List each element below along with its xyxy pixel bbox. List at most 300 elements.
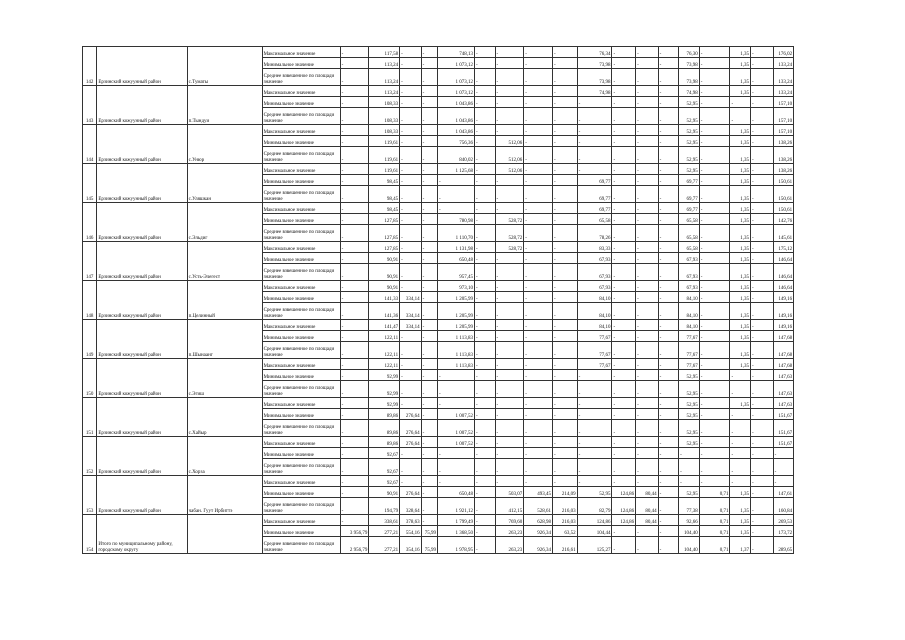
value-cell: 512,06 — [495, 136, 524, 147]
value-cell: - — [612, 448, 636, 459]
value-cell: - — [612, 214, 636, 225]
value-cell: - — [495, 359, 524, 370]
value-cell: 151,67 — [773, 409, 794, 420]
value-cell: - — [750, 203, 773, 214]
value-cell: - — [636, 125, 659, 136]
value-cell: 69,77 — [577, 175, 612, 186]
value-cell: 80,44 — [636, 498, 659, 515]
value-cell: 276,64 — [400, 437, 422, 448]
value-cell: 52,95 — [679, 398, 700, 409]
value-cell: 77,67 — [577, 331, 612, 342]
value-cell: 1 921,12 — [438, 498, 475, 515]
value-cell: - — [658, 97, 679, 108]
value-cell: 263,23 — [495, 537, 524, 554]
value-cell: - — [524, 459, 553, 476]
table-row — [83, 164, 824, 175]
indicator-cell: Максимальное значение — [262, 47, 340, 58]
value-cell: - — [636, 281, 659, 292]
value-cell: - — [474, 97, 495, 108]
value-cell: 92,66 — [679, 515, 700, 526]
value-cell: - — [612, 203, 636, 214]
value-cell: - — [340, 225, 369, 242]
value-cell: 1 043,86 — [438, 108, 475, 125]
row-number: 150 — [83, 359, 97, 398]
value-cell: 1,35 — [730, 186, 751, 203]
value-cell: - — [552, 398, 577, 409]
indicator-cell: Среднее взвешенное по площади значение — [262, 303, 340, 320]
value-cell: - — [577, 459, 612, 476]
value-cell: - — [658, 537, 679, 554]
value-cell: 1,35 — [730, 303, 751, 320]
value-cell: 52,95 — [679, 97, 700, 108]
value-cell: - — [658, 175, 679, 186]
value-cell: 124,86 — [612, 498, 636, 515]
value-cell: - — [612, 136, 636, 147]
value-cell: - — [474, 320, 495, 331]
value-cell: - — [658, 515, 679, 526]
value-cell: 528,72 — [495, 225, 524, 242]
value-cell: 73,98 — [679, 58, 700, 69]
value-cell: 67,93 — [679, 264, 700, 281]
value-cell: - — [552, 175, 577, 186]
value-cell: - — [612, 420, 636, 437]
value-cell: 289,65 — [773, 537, 794, 554]
value-cell: - — [495, 58, 524, 69]
value-cell: - — [750, 164, 773, 175]
indicator-cell: Минимальное значение — [262, 448, 340, 459]
value-cell: - — [658, 281, 679, 292]
value-cell: - — [750, 537, 773, 554]
value-cell: 1 799,49 — [438, 515, 475, 526]
value-cell: - — [658, 437, 679, 448]
value-cell: 133,24 — [773, 86, 794, 97]
value-cell: 90,91 — [369, 253, 400, 264]
value-cell: - — [636, 58, 659, 69]
value-cell: 124,86 — [612, 515, 636, 526]
value-cell: 74,98 — [577, 86, 612, 97]
value-cell: 554,16 — [400, 526, 422, 537]
value-cell: - — [636, 225, 659, 242]
value-cell: - — [699, 476, 730, 487]
value-cell: - — [340, 108, 369, 125]
value-cell: - — [730, 448, 751, 459]
value-cell: - — [699, 164, 730, 175]
value-cell: 90,91 — [369, 281, 400, 292]
value-cell: 748,13 — [438, 47, 475, 58]
value-cell: - — [474, 214, 495, 225]
indicator-cell: Среднее взвешенное по площади значение — [262, 147, 340, 164]
value-cell: - — [658, 459, 679, 476]
table-row — [83, 476, 824, 487]
value-cell: - — [750, 97, 773, 108]
value-cell: - — [400, 69, 422, 86]
table-row — [83, 437, 824, 448]
value-cell: 147,68 — [773, 331, 794, 342]
value-cell: - — [612, 47, 636, 58]
indicator-cell: Минимальное значение — [262, 253, 340, 264]
value-cell: - — [750, 147, 773, 164]
value-cell: - — [524, 476, 553, 487]
district-cell: Ерзинский кожуунный район — [97, 398, 187, 437]
value-cell: - — [421, 320, 437, 331]
value-cell: 1 113,83 — [438, 359, 475, 370]
value-cell: 65,58 — [679, 242, 700, 253]
indicator-cell: Среднее взвешенное по площади значение — [262, 420, 340, 437]
indicator-cell: Среднее взвешенное по площади значение — [262, 498, 340, 515]
value-cell: 77,67 — [577, 359, 612, 370]
value-cell: - — [421, 58, 437, 69]
value-cell: - — [340, 86, 369, 97]
value-cell: 1,35 — [730, 125, 751, 136]
value-cell: - — [658, 186, 679, 203]
value-cell: - — [340, 437, 369, 448]
indicator-cell: Среднее взвешенное по площади значение — [262, 108, 340, 125]
settlement-cell: с.Унюр — [187, 125, 262, 164]
value-cell: - — [421, 264, 437, 281]
value-cell: - — [400, 47, 422, 58]
value-cell: - — [421, 331, 437, 342]
value-cell: 1 125,68 — [438, 164, 475, 175]
value-cell: - — [730, 381, 751, 398]
value-cell: 1 007,52 — [438, 437, 475, 448]
value-cell: 1 113,83 — [438, 331, 475, 342]
value-cell: - — [340, 409, 369, 420]
value-cell: 82,79 — [577, 498, 612, 515]
value-cell: 1,35 — [730, 526, 751, 537]
value-cell: - — [552, 97, 577, 108]
value-cell: 69,77 — [577, 186, 612, 203]
value-cell: - — [495, 320, 524, 331]
value-cell: - — [400, 86, 422, 97]
value-cell: 1,35 — [730, 264, 751, 281]
value-cell: - — [524, 125, 553, 136]
value-cell: - — [495, 97, 524, 108]
value-cell: - — [658, 203, 679, 214]
value-cell: - — [495, 398, 524, 409]
value-cell: - — [636, 320, 659, 331]
value-cell: 1,35 — [730, 242, 751, 253]
value-cell: - — [636, 147, 659, 164]
value-cell: - — [552, 108, 577, 125]
value-cell: - — [400, 398, 422, 409]
value-cell: 1 205,99 — [438, 292, 475, 303]
value-cell: - — [438, 476, 475, 487]
value-cell: - — [658, 47, 679, 58]
value-cell: - — [750, 398, 773, 409]
value-cell: - — [636, 97, 659, 108]
value-cell: 1 007,52 — [438, 409, 475, 420]
value-cell: - — [474, 47, 495, 58]
value-cell: - — [524, 320, 553, 331]
value-cell: 52,95 — [679, 147, 700, 164]
value-cell: - — [340, 476, 369, 487]
value-cell: - — [421, 381, 437, 398]
value-cell: - — [750, 459, 773, 476]
value-cell: - — [699, 125, 730, 136]
value-cell: 1 978,95 — [438, 537, 475, 554]
value-cell: 67,93 — [577, 281, 612, 292]
value-cell: - — [636, 108, 659, 125]
value-cell: 122,11 — [369, 359, 400, 370]
value-cell: - — [679, 459, 700, 476]
value-cell: 113,24 — [369, 69, 400, 86]
district-cell: Итого по муниципальному району, городскому округу — [97, 515, 187, 554]
value-cell: - — [340, 331, 369, 342]
table-row — [83, 242, 824, 253]
value-cell: 76,34 — [577, 47, 612, 58]
value-cell: 0,71 — [699, 498, 730, 515]
value-cell: 67,93 — [679, 281, 700, 292]
value-cell: - — [699, 409, 730, 420]
value-cell: 150,61 — [773, 203, 794, 214]
value-cell: - — [636, 331, 659, 342]
value-cell: - — [524, 47, 553, 58]
value-cell: - — [750, 515, 773, 526]
value-cell: - — [750, 420, 773, 437]
value-cell: - — [750, 186, 773, 203]
value-cell: - — [524, 292, 553, 303]
value-cell: 214,09 — [552, 487, 577, 498]
value-cell: - — [699, 448, 730, 459]
value-cell: - — [699, 320, 730, 331]
value-cell: - — [421, 136, 437, 147]
value-cell: - — [699, 147, 730, 164]
value-cell: - — [400, 175, 422, 186]
value-cell: - — [474, 515, 495, 526]
value-cell: - — [658, 214, 679, 225]
value-cell: - — [474, 476, 495, 487]
value-cell: 1,35 — [730, 175, 751, 186]
value-cell: - — [524, 331, 553, 342]
value-cell: 52,95 — [679, 420, 700, 437]
value-cell: - — [636, 420, 659, 437]
value-cell: - — [552, 214, 577, 225]
value-cell: - — [612, 147, 636, 164]
value-cell: 84,10 — [679, 303, 700, 320]
value-cell: - — [699, 203, 730, 214]
value-cell: 108,33 — [369, 125, 400, 136]
value-cell: - — [577, 164, 612, 175]
value-cell: 1 043,86 — [438, 125, 475, 136]
value-cell: - — [699, 86, 730, 97]
settlement-cell: с.Хайыр — [187, 398, 262, 437]
value-cell: 69,77 — [679, 175, 700, 186]
value-cell: - — [577, 448, 612, 459]
value-cell: - — [658, 164, 679, 175]
value-cell: - — [750, 69, 773, 86]
value-cell: - — [474, 136, 495, 147]
value-cell: 92,67 — [369, 448, 400, 459]
value-cell: - — [750, 303, 773, 320]
value-cell: - — [474, 381, 495, 398]
value-cell: 150,61 — [773, 186, 794, 203]
value-cell: - — [636, 136, 659, 147]
value-cell: 1 073,12 — [438, 69, 475, 86]
value-cell: - — [699, 253, 730, 264]
value-cell: - — [658, 320, 679, 331]
value-cell: - — [750, 359, 773, 370]
value-cell: 146,64 — [773, 281, 794, 292]
value-cell: - — [750, 437, 773, 448]
value-cell: - — [474, 292, 495, 303]
value-cell: - — [400, 281, 422, 292]
indicator-cell: Среднее взвешенное по площади значение — [262, 381, 340, 398]
value-cell: - — [636, 303, 659, 320]
district-cell: Ерзинский кожуунный район — [97, 437, 187, 476]
value-cell: - — [421, 292, 437, 303]
value-cell: - — [340, 370, 369, 381]
value-cell: 77,67 — [577, 342, 612, 359]
value-cell: - — [400, 242, 422, 253]
value-cell: - — [340, 186, 369, 203]
value-cell: - — [495, 47, 524, 58]
value-cell: - — [400, 370, 422, 381]
value-cell: - — [612, 409, 636, 420]
value-cell: - — [474, 459, 495, 476]
value-cell: - — [495, 303, 524, 320]
value-cell: - — [421, 459, 437, 476]
value-cell: 334,14 — [400, 303, 422, 320]
value-cell: - — [750, 225, 773, 242]
value-cell: - — [340, 487, 369, 498]
value-cell: - — [340, 147, 369, 164]
value-cell: - — [577, 147, 612, 164]
value-cell: - — [750, 498, 773, 515]
indicator-cell: Максимальное значение — [262, 437, 340, 448]
value-cell: - — [552, 58, 577, 69]
indicator-cell: Минимальное значение — [262, 58, 340, 69]
value-cell: - — [552, 292, 577, 303]
value-cell: - — [474, 420, 495, 437]
value-cell: 493,45 — [524, 487, 553, 498]
value-cell: - — [577, 409, 612, 420]
value-cell: - — [636, 342, 659, 359]
row-number: 144 — [83, 125, 97, 164]
tariff-table — [82, 46, 824, 554]
value-cell: - — [421, 186, 437, 203]
value-cell: - — [552, 409, 577, 420]
value-cell: - — [421, 108, 437, 125]
value-cell: - — [524, 225, 553, 242]
value-cell: - — [400, 136, 422, 147]
value-cell: - — [340, 164, 369, 175]
value-cell: - — [340, 136, 369, 147]
value-cell: 77,67 — [679, 331, 700, 342]
value-cell: - — [750, 320, 773, 331]
value-cell: 63,52 — [552, 526, 577, 537]
value-cell: - — [552, 203, 577, 214]
value-cell: - — [400, 359, 422, 370]
value-cell: - — [524, 398, 553, 409]
value-cell: - — [400, 214, 422, 225]
value-cell: - — [699, 381, 730, 398]
value-cell: - — [636, 381, 659, 398]
district-cell: Ерзинский кожуунный район — [97, 47, 187, 86]
value-cell: - — [340, 69, 369, 86]
value-cell: - — [699, 225, 730, 242]
indicator-cell: Среднее взвешенное по площади значение — [262, 342, 340, 359]
value-cell: - — [474, 537, 495, 554]
value-cell: 973,10 — [438, 281, 475, 292]
district-cell: Ерзинский кожуунный район — [97, 476, 187, 515]
value-cell: - — [658, 370, 679, 381]
value-cell: 0,71 — [699, 487, 730, 498]
value-cell: - — [524, 281, 553, 292]
value-cell: - — [612, 370, 636, 381]
value-cell: - — [636, 476, 659, 487]
value-cell: - — [552, 448, 577, 459]
value-cell: 277,21 — [369, 526, 400, 537]
value-cell: 80,44 — [636, 487, 659, 498]
value-cell: - — [400, 58, 422, 69]
value-cell: 1,35 — [730, 214, 751, 225]
value-cell: - — [340, 175, 369, 186]
value-cell: - — [474, 498, 495, 515]
value-cell: - — [421, 420, 437, 437]
value-cell: 92,67 — [369, 476, 400, 487]
value-cell: - — [421, 242, 437, 253]
district-cell: Ерзинский кожуунный район — [97, 164, 187, 203]
value-cell: - — [699, 186, 730, 203]
value-cell: 147,63 — [773, 398, 794, 409]
value-cell: - — [421, 253, 437, 264]
indicator-cell: Максимальное значение — [262, 476, 340, 487]
table-row — [83, 281, 824, 292]
value-cell: - — [400, 448, 422, 459]
value-cell: - — [524, 86, 553, 97]
value-cell: - — [636, 175, 659, 186]
value-cell: - — [658, 58, 679, 69]
district-cell: Ерзинский кожуунный район — [97, 281, 187, 320]
value-cell: - — [552, 331, 577, 342]
value-cell: 52,95 — [679, 125, 700, 136]
value-cell: - — [612, 175, 636, 186]
value-cell: - — [730, 476, 751, 487]
value-cell: - — [524, 437, 553, 448]
value-cell: 89,86 — [369, 409, 400, 420]
table-body — [83, 47, 824, 554]
value-cell: - — [699, 242, 730, 253]
indicator-cell: Минимальное значение — [262, 331, 340, 342]
value-cell: - — [421, 437, 437, 448]
value-cell: - — [636, 214, 659, 225]
value-cell: 1,35 — [730, 359, 751, 370]
value-cell: 1,37 — [730, 537, 751, 554]
value-cell: - — [577, 420, 612, 437]
value-cell: - — [524, 448, 553, 459]
value-cell: - — [524, 264, 553, 281]
value-cell: - — [495, 175, 524, 186]
table-row — [83, 203, 824, 214]
value-cell: - — [495, 292, 524, 303]
value-cell: 90,91 — [369, 264, 400, 281]
value-cell: - — [699, 437, 730, 448]
value-cell: - — [612, 292, 636, 303]
settlement-cell: с.Усть-Элегест — [187, 242, 262, 281]
value-cell: - — [577, 97, 612, 108]
value-cell: 1 110,70 — [438, 225, 475, 242]
value-cell: - — [658, 253, 679, 264]
row-number: 146 — [83, 203, 97, 242]
value-cell: - — [400, 147, 422, 164]
value-cell: - — [658, 498, 679, 515]
value-cell: - — [340, 515, 369, 526]
table-row — [83, 125, 824, 136]
value-cell: - — [495, 86, 524, 97]
value-cell: 146,64 — [773, 253, 794, 264]
value-cell: - — [658, 136, 679, 147]
value-cell: - — [495, 342, 524, 359]
